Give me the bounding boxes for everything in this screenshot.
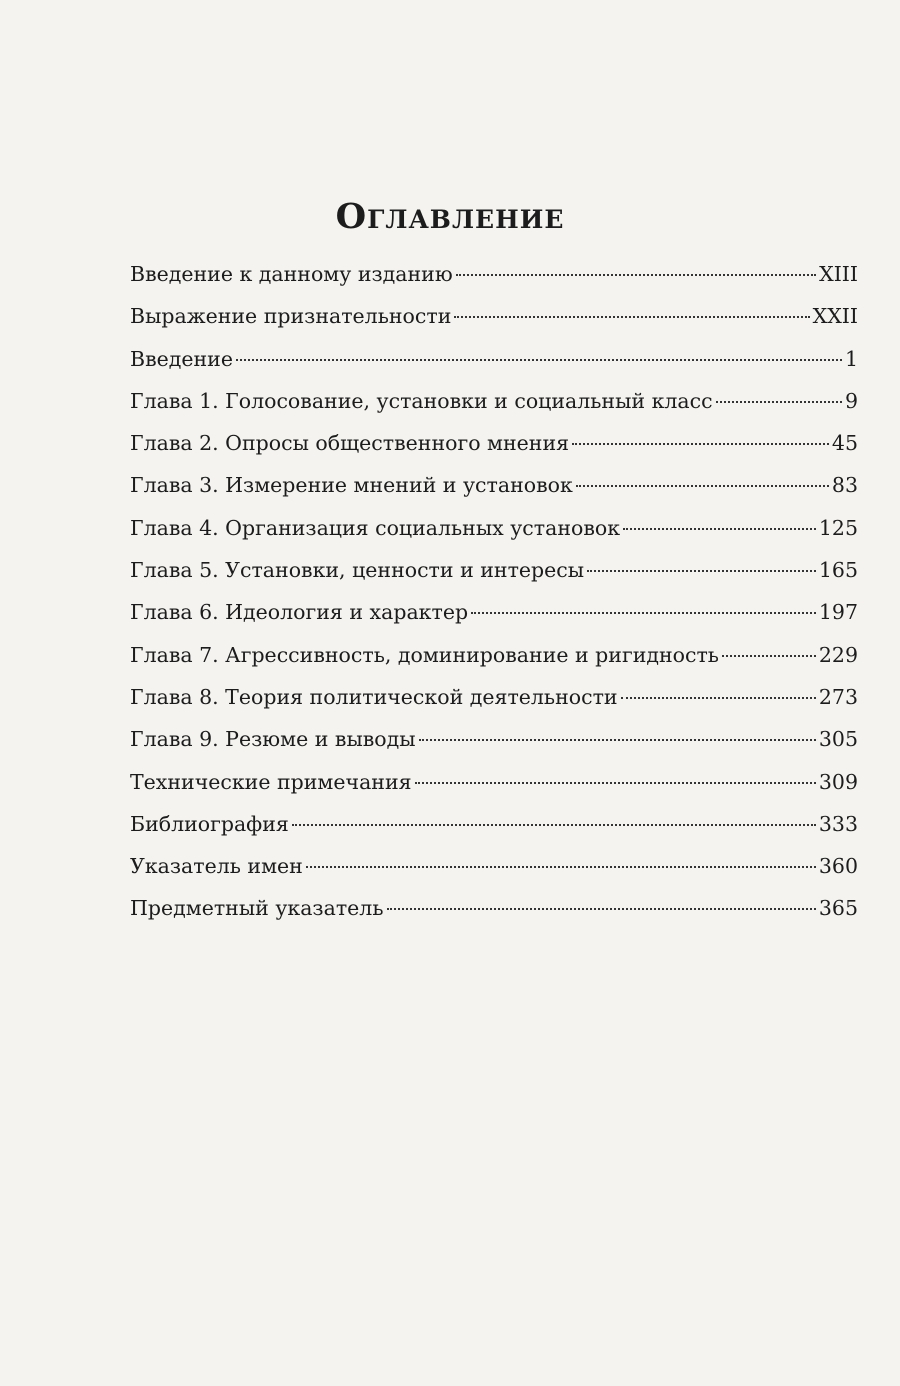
dot-leader [236,359,842,361]
toc-entry [130,727,858,769]
dot-leader [587,570,816,572]
dot-leader [292,824,816,826]
toc-entry-label: Глава 4. Организация социальных установок [130,515,621,540]
dot-leader [572,443,829,445]
toc-entry [130,558,858,600]
toc-entry-label: Глава 8. Теория политической деятельности [130,684,618,709]
toc-entry-label: Глава 1. Голосование, установки и социальный класс [130,388,713,413]
dot-leader [471,612,816,614]
toc-entry-page: 83 [831,473,858,498]
dot-leader [456,274,816,276]
toc-entry-label: Введение [130,346,233,371]
toc-entry-label: Глава 9. Резюме и выводы [130,727,416,752]
toc-entry-page: XIII [819,262,858,286]
toc-entry-label: Предметный указатель [130,896,384,921]
dot-leader [454,316,809,318]
toc-entry-page: 365 [818,896,858,921]
toc-entry-label: Глава 6. Идеология и характер [130,600,469,625]
toc-entry [130,262,858,304]
toc-entry [130,304,858,346]
toc-entry-page: 165 [818,558,858,583]
toc-entry-label: Глава 5. Установки, ценности и интересы [130,558,585,583]
toc-entry [130,812,858,854]
toc-entry-label: Введение к данному изданию [130,262,453,286]
toc-entry-label: Глава 2. Опросы общественного мнения [130,431,570,456]
dot-leader [419,739,816,741]
dot-leader [722,655,816,657]
toc-entry-page: 229 [818,642,858,667]
toc-entry [130,643,858,685]
toc-entry-page: 9 [844,388,858,413]
toc-entry-page: 333 [818,811,858,836]
toc-entry [130,431,858,473]
toc-entry [130,473,858,515]
dot-leader [621,697,816,699]
dot-leader [576,485,829,487]
toc-entry-page: 309 [818,769,858,794]
toc-entry-page: 305 [818,727,858,752]
toc-entry-label: Технические примечания [130,769,412,794]
dot-leader [716,401,842,403]
toc-entry [130,347,858,389]
toc-entry-page: 360 [818,854,858,879]
toc-entry-page: 273 [818,684,858,709]
toc-entry [130,896,858,938]
page-title: Оглавление [335,196,565,237]
table-of-contents [130,262,858,939]
toc-entry-label: Глава 3. Измерение мнений и установок [130,473,573,498]
toc-entry-page: 125 [818,515,858,540]
dot-leader [415,782,816,784]
toc-entry [130,685,858,727]
toc-entry-page: 45 [831,431,858,456]
toc-entry [130,854,858,896]
toc-entry [130,600,858,642]
toc-entry [130,516,858,558]
toc-entry-page: XXII [812,304,858,329]
toc-entry-label: Глава 7. Агрессивность, доминирование и ригидность [130,642,719,667]
toc-entry-label: Выражение признательности [130,304,452,329]
toc-entry-page: 197 [818,600,858,625]
dot-leader [306,866,816,868]
toc-entry-label: Указатель имен [130,854,303,879]
dot-leader [387,908,816,910]
dot-leader [623,528,816,530]
toc-entry-page: 1 [844,346,858,371]
toc-entry [130,389,858,431]
toc-entry-label: Библиография [130,811,289,836]
toc-entry [130,770,858,812]
